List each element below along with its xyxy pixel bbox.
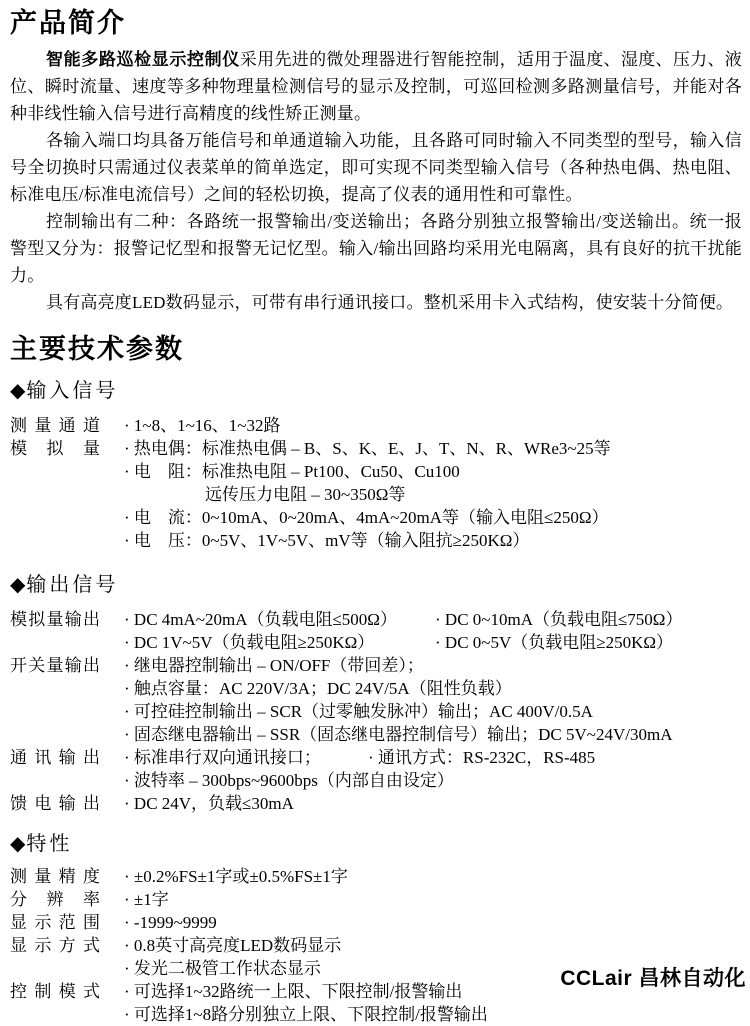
diamond-icon: ◆ — [10, 833, 27, 855]
spec-label: 分辨率 — [10, 890, 100, 909]
spec-row-accuracy — [10, 865, 742, 888]
spec-line — [124, 888, 742, 911]
spec-items — [124, 608, 742, 654]
watermark-logo: CCLair 昌林自动化 — [560, 967, 746, 990]
spec-line-continuation — [205, 483, 742, 506]
section-heading-features-label: 特性 — [26, 833, 73, 855]
spec-line — [124, 700, 742, 723]
spec-label: 控制模式 — [10, 982, 100, 1001]
spec-text: · 可选择1~8路分别独立上限、下限控制/报警输出 — [124, 1005, 488, 1024]
spec-items — [124, 888, 742, 911]
spec-text: · DC 0~5V（负载电阻≥250KΩ） — [435, 633, 673, 652]
spec-text: · DC 0~10mA（负载电阻≤750Ω） — [435, 610, 683, 629]
section-heading-output-signal — [10, 572, 742, 598]
spec-row-resolution — [10, 888, 742, 911]
spec-items — [124, 865, 742, 888]
spec-text: · 标准串行双向通讯接口； — [124, 748, 321, 767]
spec-row-switch-output — [10, 654, 742, 746]
spec-label: 模拟量 — [10, 439, 100, 458]
spec-line — [124, 608, 742, 631]
spec-row-display-range — [10, 911, 742, 934]
spec-label: 测量精度 — [10, 867, 100, 886]
spec-line — [124, 911, 742, 934]
spec-line — [124, 865, 742, 888]
spec-line — [124, 746, 742, 769]
spec-line — [124, 529, 742, 552]
spec-text: · DC 4mA~20mA（负载电阻≤500Ω） — [124, 610, 397, 629]
intro-title: 产品简介 — [10, 8, 126, 38]
spec-text: · -1999~9999 — [124, 913, 217, 932]
spec-label: 测量通道 — [10, 416, 100, 435]
product-name-lead: 智能多路巡检显示控制仪 — [46, 50, 240, 69]
spec-text: · 继电器控制输出 – ON/OFF（带回差）； — [124, 656, 424, 675]
input-signal-table — [10, 414, 742, 552]
section-heading-features — [10, 831, 742, 857]
spec-line — [124, 769, 742, 792]
spec-items — [124, 654, 742, 746]
spec-text: · 发光二极管工作状态显示 — [124, 959, 321, 978]
spec-text: · ±1字 — [124, 890, 169, 909]
spec-text: · 电 阻：标准热电阻 – Pt100、Cu50、Cu100 — [124, 462, 460, 481]
spec-row-feed-output — [10, 792, 742, 815]
spec-label: 馈电输出 — [10, 794, 100, 813]
spec-items — [124, 414, 742, 437]
spec-row-comm-output — [10, 746, 742, 792]
spec-line — [124, 414, 742, 437]
spec-label: 通讯输出 — [10, 748, 100, 767]
spec-text: · 热电偶：标准热电偶 – B、S、K、E、J、T、N、R、WRe3~25等 — [124, 439, 611, 458]
spec-line — [124, 631, 742, 654]
spec-label: 开关量输出 — [10, 656, 100, 675]
spec-line — [124, 934, 742, 957]
spec-items — [124, 746, 742, 792]
section-heading-output-signal-label: 输出信号 — [26, 574, 119, 596]
spec-items — [124, 792, 742, 815]
spec-row-measure-channels — [10, 414, 742, 437]
spec-row-analog-output — [10, 608, 742, 654]
spec-items — [124, 911, 742, 934]
spec-items — [124, 437, 742, 552]
spec-line — [124, 654, 742, 677]
spec-text: · 波特率 – 300bps~9600bps（内部自由设定） — [124, 771, 454, 790]
intro-paragraph-3: 控制输出有二种：各路统一报警输出/变送输出；各路分别独立报警输出/变送输出。统一报警型又分为：报警记忆型和报警无记忆型。输入/输出回路均采用光电隔离，具有良好的抗干扰能力。 — [10, 212, 742, 285]
spec-line — [124, 460, 742, 483]
spec-row-analog-input — [10, 437, 742, 552]
spec-line — [124, 437, 742, 460]
specs-title: 主要技术参数 — [10, 334, 184, 364]
spec-text: · 触点容量：AC 220V/3A；DC 24V/5A（阻性负载） — [124, 679, 512, 698]
spec-label: 显示范围 — [10, 913, 100, 932]
output-signal-table — [10, 608, 742, 815]
spec-text: · DC 1V~5V（负载电阻≥250KΩ） — [124, 633, 375, 652]
spec-text: · 电 流：0~10mA、0~20mA、4mA~20mA等（输入电阻≤250Ω） — [124, 508, 609, 527]
intro-paragraph-2: 各输入端口均具备万能信号和单通道输入功能，且各路可同时输入不同类型的型号，输入信号全切换时只需通过仪表菜单的简单选定，即可实现不同类型输入信号（各种热电偶、热电阻、标准电压/标准电流信号）之间的轻松切换，提高了仪表的通用性和可靠性。 — [10, 131, 742, 204]
spec-line — [124, 506, 742, 529]
spec-text: · 1~8、1~16、1~32路 — [124, 416, 281, 435]
section-heading-input-signal-label: 输入信号 — [26, 380, 119, 402]
intro-paragraph-4: 具有高亮度LED数码显示，可带有串行通讯接口。整机采用卡入式结构，使安装十分简便。 — [46, 293, 734, 312]
spec-line — [124, 1003, 742, 1026]
diamond-icon: ◆ — [10, 380, 27, 402]
spec-line — [124, 677, 742, 700]
intro-paragraph-1-text: 采用先进的微处理器进行智能控制，适用于温度、湿度、压力、液位、瞬时流量、速度等多种物理量检测信号的显示及控制，可巡回检测多路测量信号，并能对各种非线性输入信号进行高精度的线性矫正测量。 — [10, 50, 742, 123]
spec-text: 远传压力电阻 – 30~350Ω等 — [205, 485, 406, 504]
spec-text: · 通讯方式：RS-232C，RS-485 — [368, 748, 596, 767]
spec-text: · DC 24V，负载≤30mA — [124, 794, 294, 813]
spec-line — [124, 723, 742, 746]
spec-text: · ±0.2%FS±1字或±0.5%FS±1字 — [124, 867, 348, 886]
spec-text: · 可控硅控制输出 – SCR（过零触发脉冲）输出；AC 400V/0.5A — [124, 702, 593, 721]
spec-text: · 可选择1~32路统一上限、下限控制/报警输出 — [124, 982, 463, 1001]
section-heading-input-signal — [10, 378, 742, 404]
diamond-icon: ◆ — [10, 574, 27, 596]
intro-paragraph-1 — [10, 46, 742, 127]
spec-text: · 电 压：0~5V、1V~5V、mV等（输入阻抗≥250KΩ） — [124, 531, 530, 550]
spec-text: · 0.8英寸高亮度LED数码显示 — [124, 936, 342, 955]
spec-text: · 固态继电器输出 – SSR（固态继电器控制信号）输出；DC 5V~24V/30mA — [124, 725, 673, 744]
spec-line — [124, 792, 742, 815]
spec-label: 模拟量输出 — [10, 610, 100, 629]
features-table — [10, 865, 742, 1026]
spec-label: 显示方式 — [10, 936, 100, 955]
